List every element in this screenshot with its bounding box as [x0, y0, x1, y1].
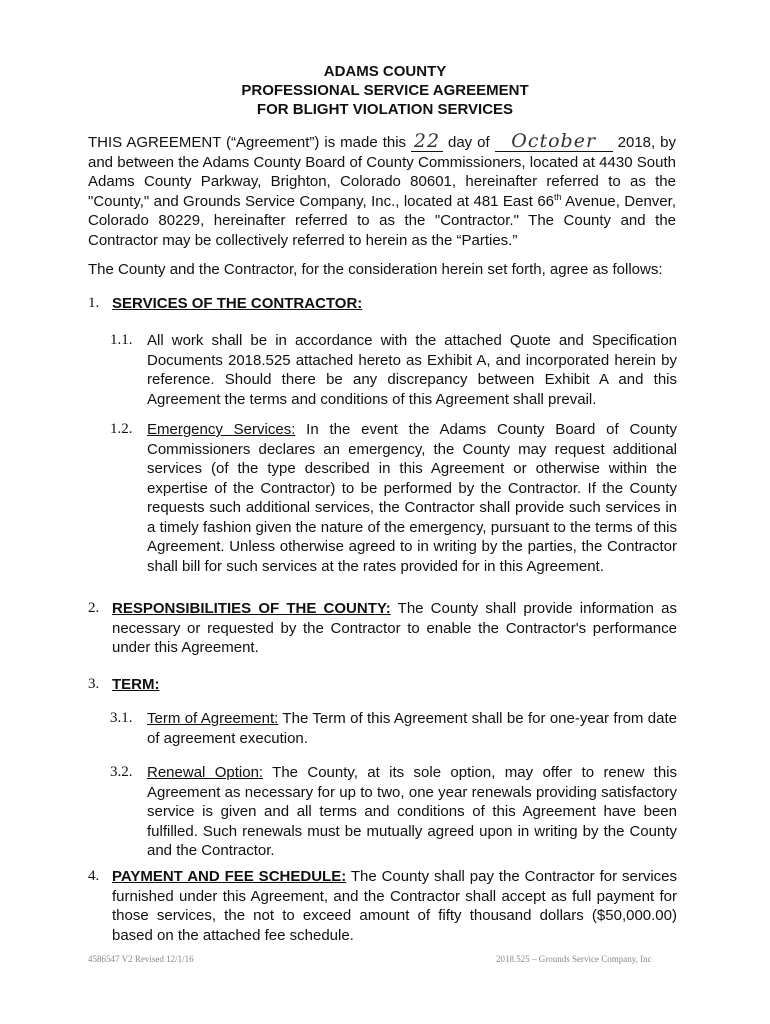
section-4-text: PAYMENT AND FEE SCHEDULE: The County shall pay the Contractor for services furnished under this Agreement, and the Contractor shall accept as full payment for those services, the not to exceed amount of fifty thousand dollars ($50,000.00) based on the attached fee schedule.: [112, 868, 678, 944]
intro-text-4: Avenue, Denver, Colorado 80229, hereinafter referred to as the "Contractor." The County and the Contractor may be collectively referred to herein as the “Parties.”: [88, 192, 676, 249]
section-3-2-text: Renewal Option: The County, at its sole option, may offer to renew this Agreement as necessary for up to two, one year renewals providing satisfactory service is given and all terms and conditions of this Agreement have been fulfilled. Such renewals must be mutually agreed upon in writing by the County and the Contractor.: [147, 764, 677, 859]
term-of-agreement-label: Term of Agreement:: [147, 710, 279, 727]
section-1-number: 1.: [88, 295, 100, 311]
section-4-number: 4.: [88, 868, 100, 884]
handwritten-day: 22: [413, 130, 441, 152]
footer-left: 4586547 V2 Revised 12/1/16: [88, 954, 194, 964]
intro-text-2: day of: [443, 134, 495, 151]
section-2-text: RESPONSIBILITIES OF THE COUNTY: The County shall provide information as necessary or requested by the Contractor to enable the Contractor's performance under this Agreement.: [112, 600, 677, 656]
section-1-heading: SERVICES OF THE CONTRACTOR:: [112, 295, 363, 312]
section-3-1-number: 3.1.: [110, 710, 133, 726]
section-2-number: 2.: [88, 600, 100, 616]
intro-superscript: th: [554, 191, 562, 202]
section-3-2-number: 3.2.: [110, 764, 133, 780]
section-3-number: 3.: [88, 676, 100, 692]
footer-right: 2018.525 – Grounds Service Company, Inc: [496, 954, 652, 964]
section-4-heading: PAYMENT AND FEE SCHEDULE:: [112, 868, 347, 885]
handwritten-month: October: [511, 130, 597, 152]
section-1-1-text: All work shall be in accordance with the attached Quote and Specification Documents 2018.525 attached hereto as Exhibit A, and incorporated herein by reference. Should there be any discrepancy between Exhibit A and this Agreement the terms and conditions of this Agreement shall prevail.: [147, 332, 677, 408]
intro-text-1: THIS AGREEMENT (“Agreement”) is made this: [88, 134, 412, 151]
section-1-1-number: 1.1.: [110, 332, 133, 348]
title-line-3: FOR BLIGHT VIOLATION SERVICES: [256, 101, 514, 118]
consideration-paragraph: The County and the Contractor, for the consideration herein set forth, agree as follows:: [88, 261, 663, 278]
title-line-1: ADAMS COUNTY: [323, 63, 447, 80]
section-3-heading: TERM:: [112, 676, 160, 693]
title-line-2: PROFESSIONAL SERVICE AGREEMENT: [241, 82, 529, 99]
intro-text-3: 2018, by and between the Adams County Board of County Commissioners, located at 4430 South Adams County Parkway, Brighton, Colorado 80601, hereinafter referred to as the "County," and Grounds Service Company, Inc., located at 481 East 66: [88, 134, 676, 210]
section-1-2-text: Emergency Services: In the event the Adams County Board of County Commissioners declares an emergency, the County may request additional services (of the type described in this Agreement or otherwise within the expertise of the Contractor) to be performed by the Contractor. If the County requests such additional services, the Contractor shall provide such services in a timely fashion given the nature of the emergency, pursuant to the terms of this Agreement. Unless otherwise agreed to in writing by the parties, the Contractor shall bill for such services at the rates provided for in this Agreement.: [147, 421, 677, 575]
section-1-2-number: 1.2.: [110, 421, 133, 437]
section-3-1-text: Term of Agreement: The Term of this Agreement shall be for one-year from date of agreement execution.: [147, 710, 677, 747]
emergency-services-label: Emergency Services:: [147, 421, 296, 438]
renewal-option-label: Renewal Option:: [147, 764, 264, 781]
intro-paragraph: [88, 130, 676, 250]
section-2-heading: RESPONSIBILITIES OF THE COUNTY:: [112, 600, 391, 617]
